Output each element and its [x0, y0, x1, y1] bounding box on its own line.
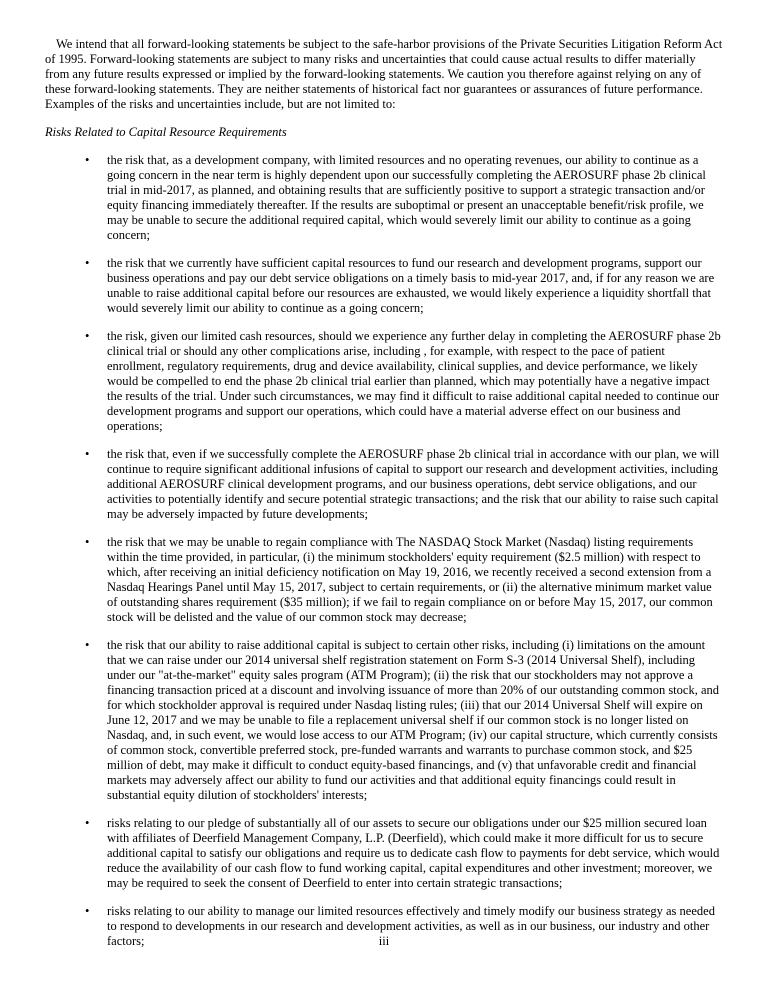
risk-item-text: the risk that we currently have sufficient capital resources to fund our research and development programs, support our business operations and pay our debt service obligations on a timely basis to mid-year 2017, and, if for any reason we are unable to raise additional capital before our resources are exhausted, we would likely experience a liquidity shortfall that would severely limit our ability to continue as a going concern;: [107, 256, 715, 315]
bullet-icon: •: [85, 904, 90, 918]
risk-item-text: the risk that we may be unable to regain compliance with The NASDAQ Stock Market (Nasdaq) listing requirements within the time provided, in particular, (i) the minimum stockholders' equity requirement ($2.5 million) with respect to which, after receiving an initial deficiency notification on May 19, 2016, we recently received a second extension from a Nasdaq Hearings Panel until May 15, 2017, subject to certain requirements, or (ii) the alternative minimum market value of outstanding shares requirement ($35 million); if we fail to regain compliance on or before May 15, 2017, our common stock will be delisted and the value of our common stock may decrease;: [107, 535, 713, 624]
risk-item-text: the risk that, as a development company, with limited resources and no operating revenues, our ability to continue as a going concern in the near term is highly dependent upon our successfully completing the AEROSURF phase 2b clinical trial in mid-2017, as planned, and obtaining results that are sufficiently positive to support a strategic transaction and/or equity financing immediately thereafter. If the results are suboptimal or present an unacceptable benefit/risk profile, we may be unable to secure the additional required capital, which would severely limit our ability to continue as a going concern;: [107, 153, 706, 242]
bullet-icon: •: [85, 256, 90, 270]
bullet-icon: •: [85, 329, 90, 343]
risk-item-text: the risk that, even if we successfully complete the AEROSURF phase 2b clinical trial in accordance with our plan, we will continue to require significant additional infusions of capital to support our research and development activities, including additional AEROSURF clinical development programs, and our business operations, debt service obligations, and our activities to potentially identify and secure potential strategic transactions; and the risk that our ability to raise such capital may be adversely impacted by future developments;: [107, 447, 720, 521]
bullet-icon: •: [85, 638, 90, 652]
risk-item-text: risks relating to our ability to manage our limited resources effectively and timely modify our business strategy as needed to respond to developments in our research and development activities, as well as in our business, our industry and other factors;: [107, 904, 715, 948]
list-item: [45, 535, 723, 625]
risk-factor-list: [45, 153, 723, 949]
bullet-icon: •: [85, 816, 90, 830]
list-item: [45, 329, 723, 434]
risk-item-text: the risk, given our limited cash resources, should we experience any further delay in completing the AEROSURF phase 2b clinical trial or should any other complications arise, including , for example, with respect to the pace of patient enrollment, regulatory requirements, drug and device availability, clinical supplies, and device performance, we likely would be compelled to end the phase 2b clinical trial earlier than planned, which may potentially have a negative impact the results of the trial. Under such circumstances, we may find it difficult to raise additional capital needed to continue our development programs and support our operations, which could have a material adverse effect on our business and operations;: [107, 329, 721, 433]
section-heading: Risks Related to Capital Resource Requirements: [45, 125, 287, 139]
risk-item-text: the risk that our ability to raise additional capital is subject to certain other risks, including (i) limitations on the amount that we can raise under our 2014 universal shelf registration statement on Form S-3 (2014 Universal Shelf), including under our "at-the-market" equity sales program (ATM Program); (ii) the risk that our stockholders may not approve a financing transaction priced at a discount and involving issuance of more than 20% of our outstanding common stock, and for which stockholder approval is required under Nasdaq listing rules; (iii) that our 2014 Universal Shelf will expire on June 12, 2017 and we may be unable to file a replacement universal shelf if our common stock is no longer listed on Nasdaq, and, in such event, we would lose access to our ATM Program; (iv) our capital structure, which currently consists of common stock, convertible preferred stock, pre-funded warrants and warrants to purchase common stock, and $25 million of debt, may make it difficult to conduct equity-based financings, and (v) that unfavorable credit and financial markets may adversely affect our ability to fund our activities and that additional equity financings could result in substantial equity dilution of stockholders' interests;: [107, 638, 720, 802]
page-number: iii: [378, 934, 390, 948]
bullet-icon: •: [85, 535, 90, 549]
list-item: [45, 153, 723, 243]
list-item: [45, 447, 723, 522]
risk-item-text: risks relating to our pledge of substantially all of our assets to secure our obligations under our $25 million secured loan with affiliates of Deerfield Management Company, L.P. (Deerfield), which could make it more difficult for us to secure additional capital to satisfy our obligations and require us to dedicate cash flow to payments for debt service, which would reduce the availability of our cash flow to fund working capital, capital expenditures and other investment; moreover, we may be required to seek the consent of Deerfield to enter into certain strategic transactions;: [107, 816, 720, 890]
list-item: [45, 256, 723, 316]
intro-paragraph: We intend that all forward-looking statements be subject to the safe-harbor provisions of the Private Securities Litigation Reform Act of 1995. Forward-looking statements are subject to many risks and uncertainties that could cause actual results to differ materially from any future results expressed or implied by the forward-looking statements. We caution you therefore against relying on any of these forward-looking statements. They are neither statements of historical fact nor guarantees or assurances of future performance. Examples of the risks and uncertainties include, but are not limited to:: [45, 37, 723, 111]
bullet-icon: •: [85, 153, 90, 167]
bullet-icon: •: [85, 447, 90, 461]
list-item: [45, 638, 723, 803]
list-item: [45, 816, 723, 891]
